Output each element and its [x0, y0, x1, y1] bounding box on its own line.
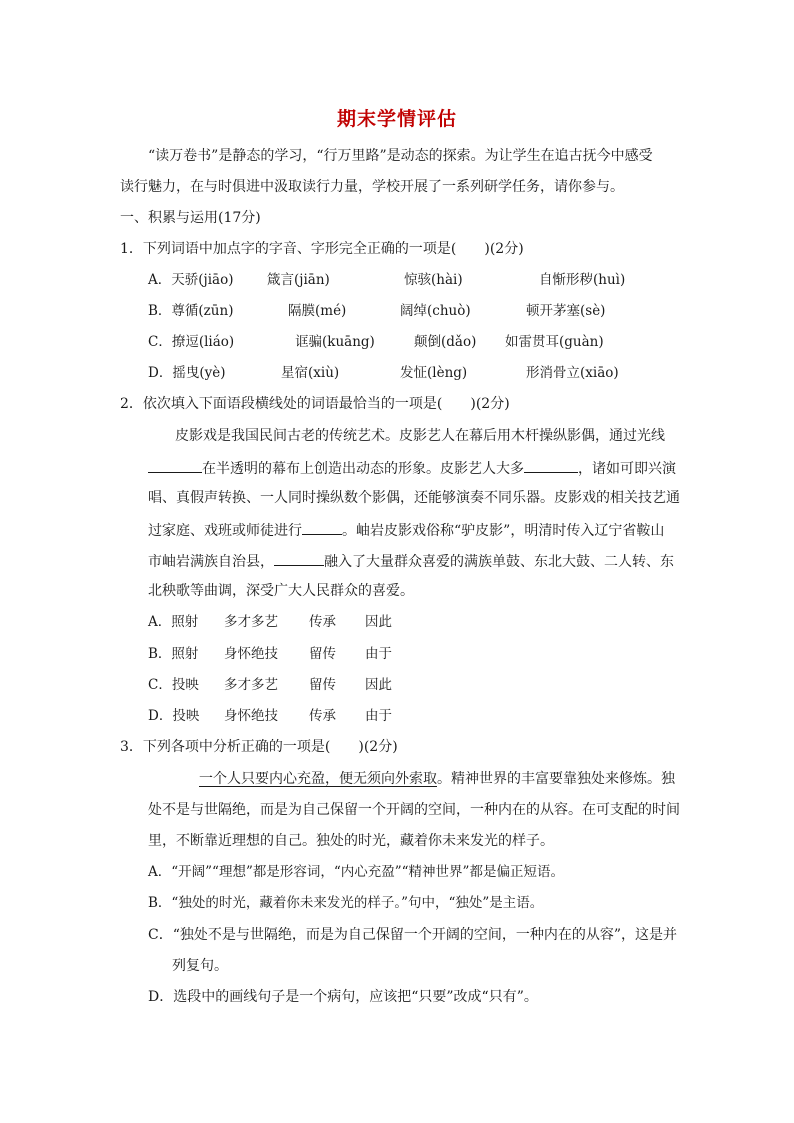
q1-option-d-1: D．摇曳(yè)	[148, 365, 226, 381]
q3-option-c-line-1: C．“独处不是与世隔绝，而是为自己保留一个开阔的空间，一种内在的从容”，这是并	[148, 927, 678, 943]
q1-option-d-3: 发怔(lèng)	[400, 365, 468, 381]
q1-option-c-3: 颠倒(dǎo)	[414, 334, 477, 350]
q2-passage-line-5	[148, 551, 674, 571]
q3-passage-line-1	[199, 770, 675, 788]
q2-passage-text: 市岫岩满族自治县，	[148, 554, 274, 570]
q3-passage-line-2: 处不是与世隔绝，而是为自己保留一个开阔的空间，一种内在的从容。在可支配的时间	[148, 802, 680, 818]
q1-option-d-4: 形消骨立(xiāo)	[526, 365, 619, 381]
q1-option-c-2: 诓骗(kuāng)	[295, 334, 375, 350]
q2-passage-text: ，诸如可即兴演	[578, 461, 676, 477]
q1-option-b-3: 阔绰(chuò)	[400, 303, 471, 319]
q1-option-c-4: 如雷贯耳(guàn)	[505, 334, 604, 350]
q2-option-a-1: A．照射	[148, 614, 199, 630]
underlined-sentence: 一个人只要内心充盈，便无须向外索取	[199, 771, 437, 787]
q1-option-a-3: 惊骇(hài)	[404, 272, 463, 288]
q1-option-b-1: B．尊循(zūn)	[148, 303, 234, 319]
question-1-stem: 1．下列词语中加点字的字音、字形完全正确的一项是( )(2分)	[120, 241, 524, 257]
q2-option-d-1: D．投映	[148, 708, 200, 724]
q2-option-a-3: 传承	[309, 614, 336, 630]
q2-passage-text: 过家庭、戏班或师徒进行	[148, 523, 302, 539]
q1-option-a-1: A．天骄(jiāo)	[148, 272, 234, 288]
q2-option-b-3: 留传	[309, 646, 336, 662]
q2-option-b-4: 由于	[365, 646, 392, 662]
fill-blank-1[interactable]	[148, 458, 202, 473]
q2-passage-line-2	[148, 458, 676, 478]
q3-option-c-line-2: 列复句。	[172, 958, 228, 974]
q2-passage-line-3: 唱、真假声转换、一人同时操纵数个影偶，还能够演奏不同乐器。皮影戏的相关技艺通	[148, 490, 680, 506]
q1-option-d-2: 星宿(xiù)	[281, 365, 340, 381]
q3-option-b: B．“独处的时光，藏着你未来发光的样子。”句中，“独处”是主语。	[148, 895, 544, 911]
q1-option-b-2: 隔膜(mé)	[288, 303, 347, 319]
intro-line-2: 读行魅力，在与时俱进中汲取读行力量，学校开展了一系列研学任务，请你参与。	[120, 179, 624, 195]
fill-blank-3[interactable]	[302, 520, 342, 535]
q3-option-d: D．选段中的画线句子是一个病句，应该把“只要”改成“只有”。	[148, 989, 538, 1005]
q2-option-b-1: B．照射	[148, 646, 199, 662]
intro-line-1: “读万卷书”是静态的学习，“行万里路”是动态的探索。为让学生在追古抚今中感受	[148, 148, 653, 164]
question-3-stem: 3．下列各项中分析正确的一项是( )(2分)	[120, 739, 398, 755]
q2-option-c-3: 留传	[309, 677, 336, 693]
question-2-stem: 2．依次填入下面语段横线处的词语最恰当的一项是( )(2分)	[120, 396, 510, 412]
q1-option-a-2: 箴言(jiān)	[267, 272, 330, 288]
q2-option-b-2: 身怀绝技	[224, 646, 278, 662]
q3-option-a: A．“开阔”“理想”都是形容词，“内心充盈”“精神世界”都是偏正短语。	[148, 864, 564, 880]
q2-passage-text: 在半透明的幕布上创造出动态的形象。皮影艺人大多	[202, 461, 524, 477]
q2-passage-text: 。岫岩皮影戏俗称“驴皮影”，明清时传入辽宁省鞍山	[342, 523, 665, 539]
q2-option-c-2: 多才多艺	[224, 677, 278, 693]
q2-option-d-2: 身怀绝技	[224, 708, 278, 724]
q1-option-a-4: 自惭形秽(huì)	[539, 272, 626, 288]
fill-blank-4[interactable]	[274, 551, 324, 566]
q2-passage-line-4	[148, 520, 664, 540]
q3-passage-line-3: 里，不断靠近理想的自己。独处的时光，藏着你未来发光的样子。	[148, 833, 554, 849]
q2-option-c-4: 因此	[365, 677, 392, 693]
q2-option-a-2: 多才多艺	[224, 614, 278, 630]
q2-option-c-1: C．投映	[148, 677, 199, 693]
q2-passage-line-1: 皮影戏是我国民间古老的传统艺术。皮影艺人在幕后用木杆操纵影偶，通过光线	[175, 428, 665, 444]
page-title: 期末学情评估	[336, 108, 457, 130]
q2-passage-text: 融入了大量群众喜爱的满族单鼓、东北大鼓、二人转、东	[324, 554, 674, 570]
q3-passage-text: 。精神世界的丰富要靠独处来修炼。独	[437, 771, 675, 787]
section-heading: 一、积累与运用(17分)	[120, 210, 261, 226]
q2-option-d-4: 由于	[365, 708, 392, 724]
q1-option-b-4: 顿开茅塞(sè)	[526, 303, 606, 319]
q1-option-c-1: C．撩逗(liáo)	[148, 334, 235, 350]
q2-option-a-4: 因此	[365, 614, 392, 630]
q2-passage-line-6: 北秧歌等曲调，深受广大人民群众的喜爱。	[148, 583, 414, 599]
q2-option-d-3: 传承	[309, 708, 336, 724]
fill-blank-2[interactable]	[524, 458, 578, 473]
